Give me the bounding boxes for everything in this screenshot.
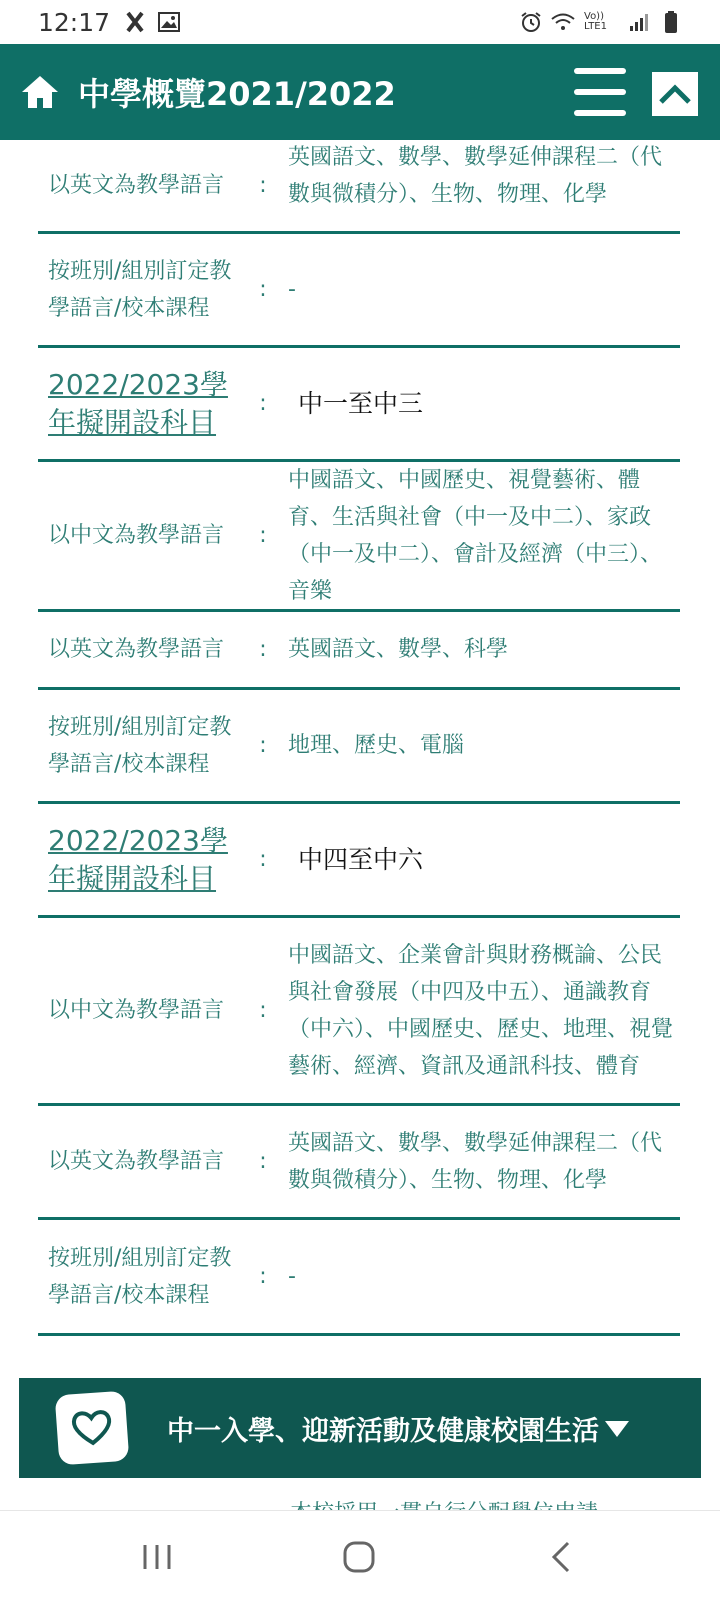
status-time: 12:17 bbox=[38, 7, 111, 37]
row-value: 中四至中六 bbox=[298, 845, 424, 874]
section-banner-toggle[interactable] bbox=[19, 1378, 701, 1478]
row-colon: : bbox=[259, 998, 267, 1023]
battery-icon bbox=[660, 11, 682, 33]
scroll-top-button[interactable] bbox=[652, 72, 698, 116]
heart-tile bbox=[55, 1391, 130, 1466]
gallery-icon bbox=[158, 11, 180, 33]
row-label: 以英文為教學語言 bbox=[48, 637, 225, 662]
row-value: 英國語文、數學、科學 bbox=[288, 637, 509, 662]
row-value: 中國語文、企業會計與財務概論、公民與社會發展（中四及中五）、通識教育（中六）、中國歷史、歷史、地理、視覺藝術、經濟、資訊及通訊科技、體育 bbox=[288, 942, 674, 1079]
table-row-heading bbox=[38, 348, 680, 462]
recents-button[interactable] bbox=[132, 1535, 182, 1579]
table-row bbox=[38, 462, 680, 612]
row-label: 以英文為教學語言 bbox=[48, 173, 225, 198]
row-value: 英國語文、數學、數學延伸課程二（代數與微積分）、生物、物理、化學 bbox=[288, 144, 663, 207]
row-colon: : bbox=[259, 1149, 267, 1174]
table-row bbox=[38, 1220, 680, 1336]
table-row bbox=[38, 690, 680, 804]
home-nav-button[interactable] bbox=[334, 1535, 384, 1579]
home-icon[interactable] bbox=[20, 72, 60, 112]
row-label: 以中文為教學語言 bbox=[48, 523, 225, 548]
table-row bbox=[38, 234, 680, 348]
menu-icon-bar bbox=[574, 68, 626, 74]
signal-icon bbox=[628, 11, 650, 33]
row-colon: : bbox=[259, 847, 267, 872]
row-label: 按班別/組別訂定教學語言/校本課程 bbox=[48, 714, 232, 777]
heart-icon bbox=[70, 1408, 115, 1449]
row-label: 以中文為教學語言 bbox=[48, 998, 225, 1023]
partial-text bbox=[290, 1496, 598, 1510]
back-icon bbox=[550, 1541, 572, 1573]
table-row bbox=[38, 612, 680, 690]
row-value: - bbox=[288, 277, 296, 302]
table-row-heading bbox=[38, 804, 680, 918]
recents-icon bbox=[141, 1543, 173, 1571]
back-button[interactable] bbox=[536, 1535, 586, 1579]
menu-icon-bar bbox=[574, 110, 626, 116]
wifi-icon bbox=[552, 11, 574, 33]
row-colon: : bbox=[259, 637, 267, 662]
row-colon: : bbox=[259, 523, 267, 548]
row-label: 按班別/組別訂定教學語言/校本課程 bbox=[48, 258, 232, 321]
table-row bbox=[38, 140, 680, 234]
banner-label: 中一入學、迎新活動及健康校園生活 bbox=[167, 1415, 599, 1447]
caret-down-icon bbox=[603, 1417, 631, 1439]
menu-icon-bar bbox=[574, 89, 626, 95]
row-colon: : bbox=[259, 277, 267, 302]
menu-button[interactable] bbox=[574, 68, 626, 116]
network-label: Vo)) LTE1 bbox=[584, 11, 607, 32]
table-row bbox=[38, 1106, 680, 1220]
page-title: 中學概覽2021/2022 bbox=[78, 75, 396, 113]
row-value: 英國語文、數學、數學延伸課程二（代數與微積分）、生物、物理、化學 bbox=[288, 1130, 663, 1193]
row-value: - bbox=[288, 1264, 296, 1289]
row-colon: : bbox=[259, 173, 267, 198]
row-value: 中國語文、中國歷史、視覺藝術、體育、生活與社會（中一及中二）、家政（中一及中二）、會計及經濟（中三）、音樂 bbox=[288, 467, 663, 604]
row-value: 中一至中三 bbox=[298, 389, 424, 418]
subject-table bbox=[38, 140, 680, 1336]
status-bar bbox=[0, 0, 720, 44]
system-nav-bar bbox=[0, 1510, 720, 1600]
chevron-up-icon bbox=[658, 82, 692, 106]
row-label: 以英文為教學語言 bbox=[48, 1149, 225, 1174]
home-nav-icon bbox=[342, 1540, 376, 1574]
row-colon: : bbox=[259, 733, 267, 758]
row-colon: : bbox=[259, 1264, 267, 1289]
section-link[interactable]: 2022/2023學年擬開設科目 bbox=[48, 367, 228, 439]
row-label: 按班別/組別訂定教學語言/校本課程 bbox=[48, 1245, 232, 1308]
app-header bbox=[0, 44, 720, 140]
alarm-icon bbox=[520, 11, 542, 33]
section-link[interactable]: 2022/2023學年擬開設科目 bbox=[48, 823, 228, 895]
row-value: 地理、歷史、電腦 bbox=[288, 733, 465, 758]
app-notification-icon bbox=[124, 11, 146, 33]
row-colon: : bbox=[259, 391, 267, 416]
table-row bbox=[38, 918, 680, 1106]
